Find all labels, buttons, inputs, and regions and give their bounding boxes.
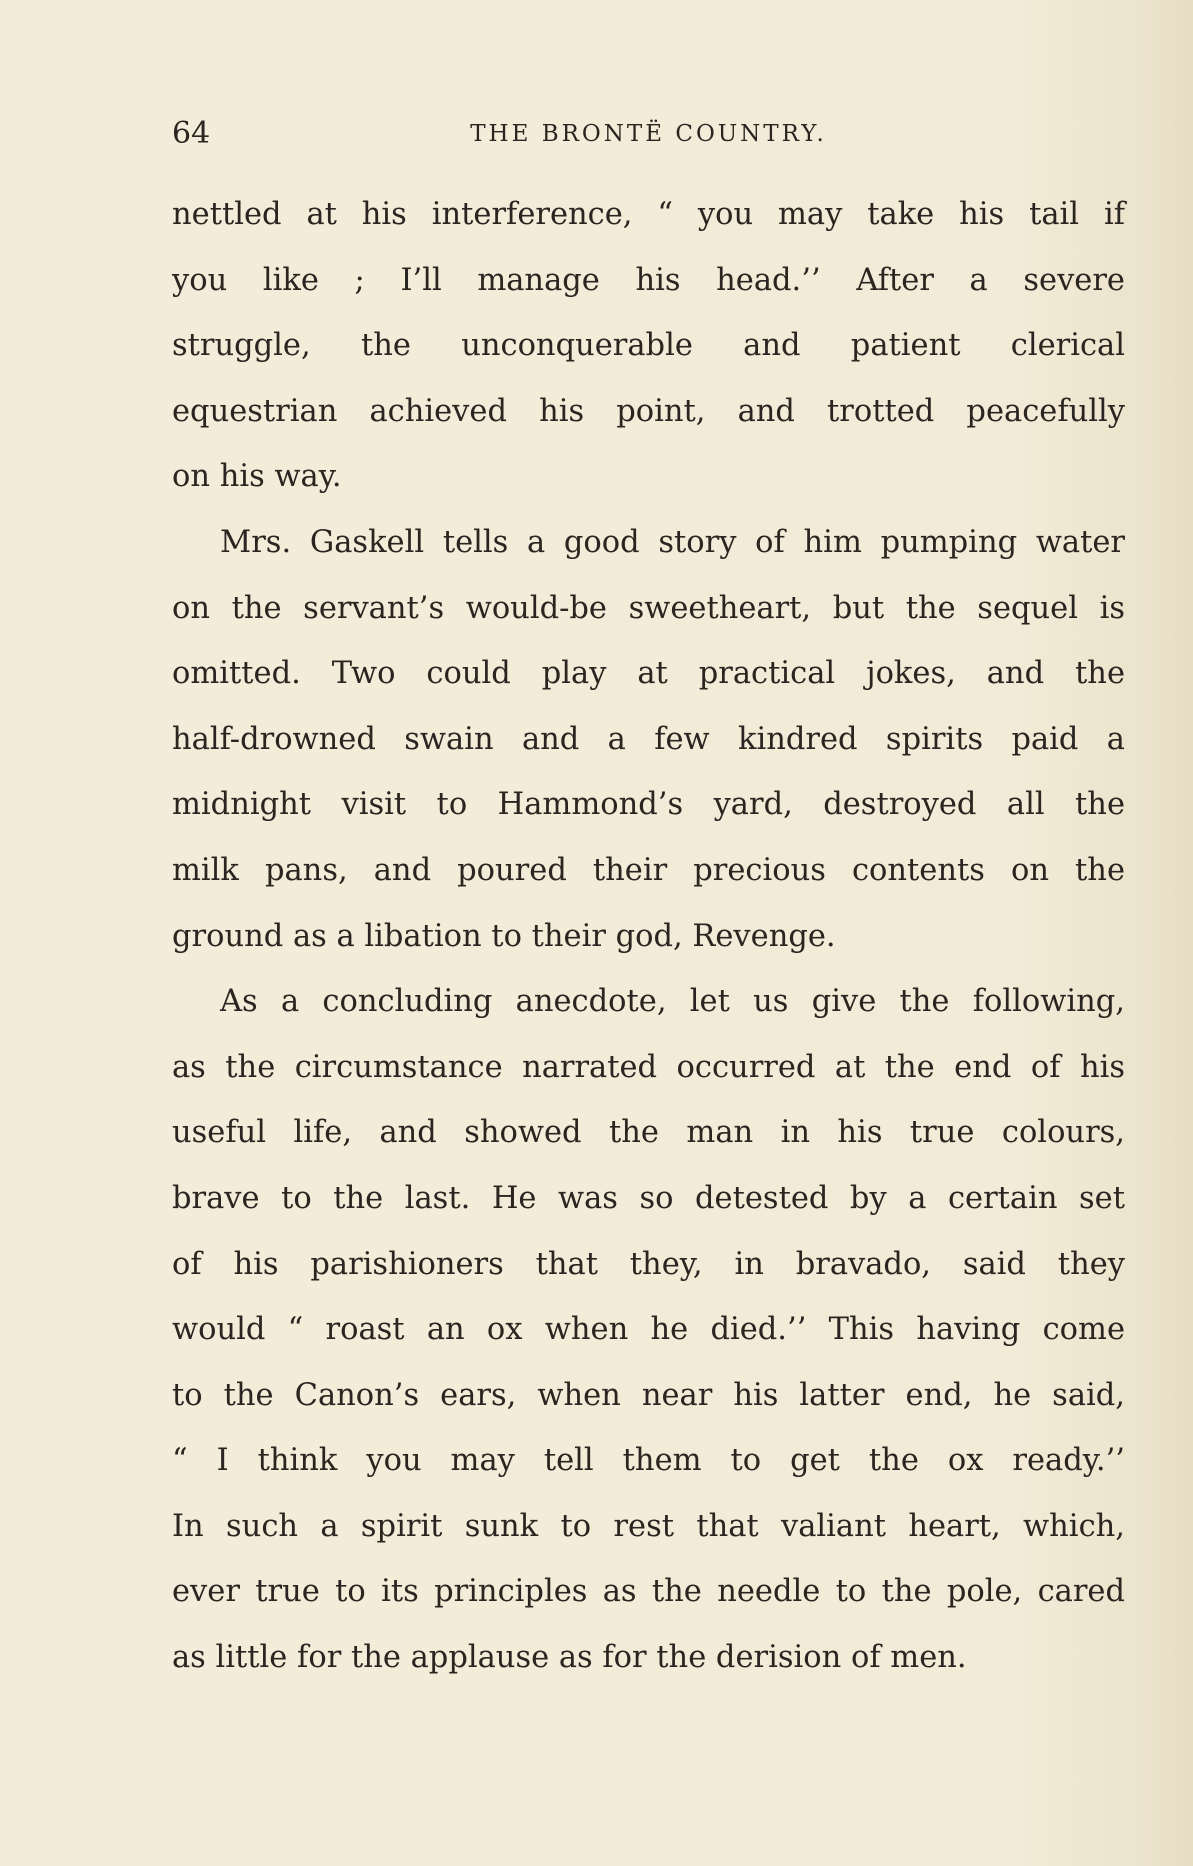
text-line: brave to the last. He was so detested by a certain set bbox=[172, 1180, 1125, 1216]
text-line: on the servant’s would-be sweetheart, but the sequel is bbox=[172, 590, 1125, 626]
text-line: struggle, the unconquerable and patient clerical bbox=[172, 328, 1125, 364]
text-line: half-drowned swain and a few kindred spirits paid a bbox=[172, 721, 1125, 757]
page-number: 64 bbox=[172, 116, 211, 151]
running-head bbox=[172, 112, 1125, 156]
text-line: on his way. bbox=[172, 459, 342, 495]
text-line: In such a spirit sunk to rest that valiant heart, which, bbox=[172, 1508, 1125, 1544]
body-text bbox=[172, 182, 1125, 1691]
text-line: you like ; I’ll manage his head.’’ After a severe bbox=[172, 262, 1125, 298]
text-line: omitted. Two could play at practical jokes, and the bbox=[172, 656, 1125, 692]
text-line: equestrian achieved his point, and trotted peacefully bbox=[172, 393, 1125, 429]
text-line: nettled at his interference, “ you may take his tail if bbox=[172, 197, 1125, 232]
text-line: milk pans, and poured their precious contents on the bbox=[172, 852, 1125, 888]
text-line: to the Canon’s ears, when near his latter end, he said, bbox=[172, 1377, 1125, 1413]
text-line: of his parishioners that they, in bravado, said they bbox=[172, 1246, 1125, 1282]
text-line: ever true to its principles as the needle to the pole, cared bbox=[172, 1574, 1125, 1610]
text-line: as the circumstance narrated occurred at the end of his bbox=[172, 1049, 1125, 1085]
text-line: as little for the applause as for the derision of men. bbox=[172, 1640, 967, 1676]
text-line: Mrs. Gaskell tells a good story of him pumping water bbox=[220, 524, 1125, 560]
text-line: ground as a libation to their god, Revenge. bbox=[172, 918, 836, 954]
running-title: THE BRONTË COUNTRY. bbox=[470, 121, 827, 147]
text-line: As a concluding anecdote, let us give the following, bbox=[220, 984, 1125, 1020]
text-line: useful life, and showed the man in his true colours, bbox=[172, 1115, 1125, 1151]
text-line: would “ roast an ox when he died.’’ This having come bbox=[172, 1312, 1125, 1348]
text-line: midnight visit to Hammond’s yard, destroyed all the bbox=[172, 787, 1125, 823]
text-line: “ I think you may tell them to get the ox ready.’’ bbox=[172, 1443, 1125, 1479]
